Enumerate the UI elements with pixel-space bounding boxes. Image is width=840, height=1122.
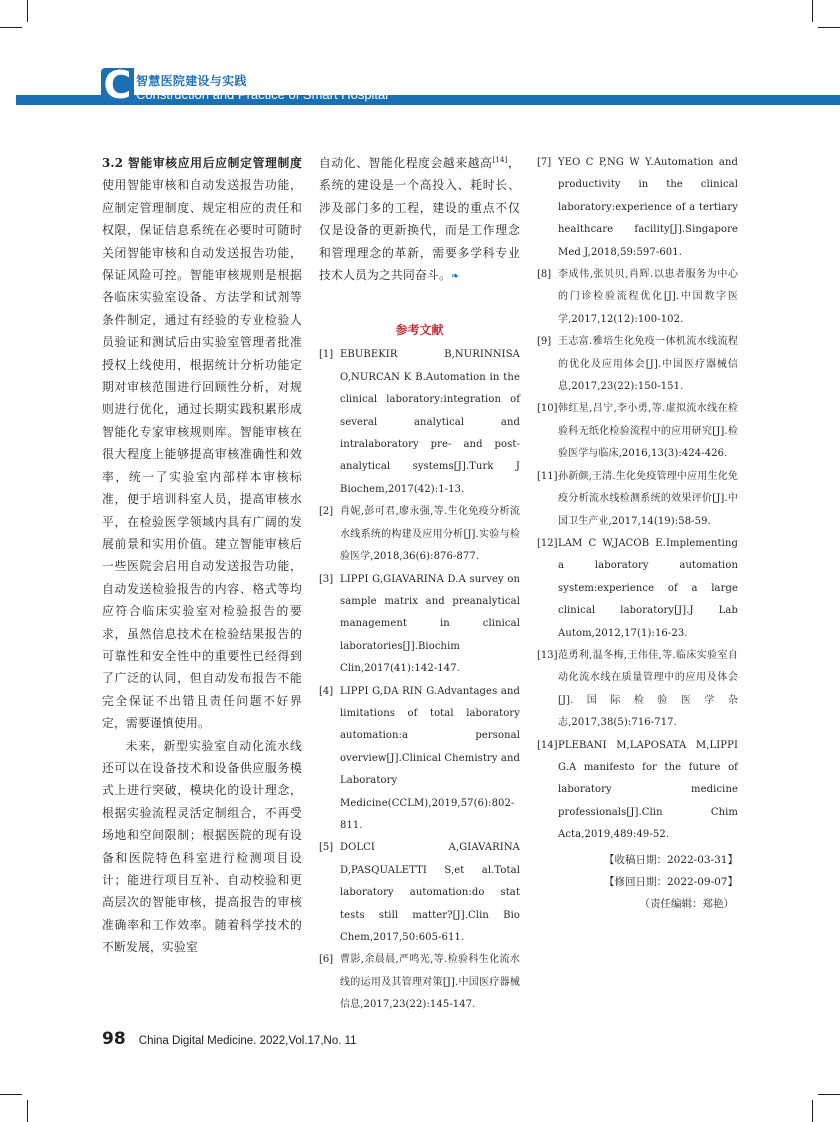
paragraph-rest: ，系统的建设是一个高投入、耗时长、涉及部门多的工程，建设的重点不仅仅是设备的更新换代，而是工作理念和管理理念的革新，需要多学科专业技术人员为之共同奋斗。 [319, 156, 520, 283]
reference-number: [12] [537, 537, 558, 549]
reference-text: LIPPI G,DA RIN G.Advantages and limitations of total laboratory automation:a personal overview[J].Clinical Chemistry and Laboratory Medicine(CCLM),2019,57(6):802-811. [340, 685, 520, 831]
section-heading: 3.2 智能审核应用后应制定管理制度 [102, 156, 302, 170]
reference-text: 范勇利,温冬梅,王伟佳,等.临床实验室自动化流水线在质量管理中的应用及体会[J].国际检验医学杂志,2017,38(5):716-717. [558, 649, 738, 729]
crop-mark [818, 1094, 840, 1095]
reference-text: 李成伟,张贝贝,肖辉.以患者服务为中心的门诊检验流程优化[J].中国数字医学,2017,12(12):100-102. [558, 269, 738, 325]
crop-mark [0, 27, 22, 28]
reference-item [319, 949, 520, 1016]
paragraph-start: 自动化、智能化程度会越来越高 [319, 156, 493, 170]
reference-item [319, 837, 520, 949]
reference-item [319, 681, 520, 838]
references-heading: 参考文献 [395, 323, 444, 338]
reference-text: DOLCI A,GIAVARINA D,PASQUALETTI S,et al.Total laboratory automation:do stat tests still matter?[J].Clin Bio Chem,2017,50:605-611. [340, 842, 520, 943]
citation: [14] [492, 156, 508, 165]
crop-mark [0, 1094, 22, 1095]
reference-text: 曹影,余晨晨,严鸣光,等.检验科生化流水线的运用及其管理对策[J].中国医疗器械信息,2017,23(22):145-147. [340, 954, 520, 1011]
section-paragraph [102, 152, 302, 735]
reference-number: [13] [537, 649, 558, 661]
crop-mark [27, 1100, 28, 1122]
reference-number: [2] [319, 506, 334, 518]
reference-number: [7] [537, 157, 552, 168]
reference-number: [4] [319, 685, 334, 697]
journal-title-cn: 智慧医院建设与实践 [136, 74, 247, 88]
journal-logo [101, 63, 134, 107]
journal-citation: China Digital Medicine. 2022,Vol.17,No. 11 [138, 1035, 357, 1047]
reference-text: 孙新颜,王清.生化免疫管理中应用生化免疫分析流水线检测系统的效果评价[J].中国卫生产业,2017,14(19):58-59. [558, 470, 738, 527]
column-2 [319, 152, 520, 1017]
reference-item [319, 501, 520, 568]
reference-number: [11] [537, 470, 558, 482]
reference-item [537, 264, 738, 331]
reference-number: [14] [537, 739, 558, 751]
responsible-editor: （责任编辑：郑艳） [639, 897, 734, 910]
reference-item [537, 533, 738, 645]
revised-date: 【修回日期：2022-09-07】 [603, 875, 738, 888]
reference-number: [6] [319, 954, 334, 966]
crop-mark [812, 1100, 813, 1122]
reference-number: [8] [537, 269, 552, 281]
paragraph-text: 未来，新型实验室自动化流水线还可以在设备技术和设备供应服务模式上进行突破，模块化的设计理念，根据实验流程灵活定制组合，不再受场地和空间限制；根据医院的现有设备和医院特色科室进行检测项目设计；能进行项目互补、自动校验和更高层次的智能审核，提高报告的审核准确率和工作效率。随着科学技术的不断发展，实验室 [102, 738, 302, 955]
reference-number: [9] [537, 336, 552, 348]
page-number: 98 [102, 1029, 126, 1049]
reference-item [319, 569, 520, 681]
reference-number: [10] [537, 403, 558, 415]
reference-text: YEO C P,NG W Y.Automation and productivity in the clinical laboratory:experience of a tertiary healthcare facility[J].Singapore Med J,2018,59:597-601. [558, 157, 738, 258]
reference-item [537, 152, 738, 264]
crop-mark [27, 0, 28, 22]
reference-text: PLEBANI M,LAPOSATA M,LIPPI G.A manifesto for the future of laboratory medicine professionals[J].Clin Chim Acta,2019,489:49-52. [558, 739, 738, 841]
reference-text: LIPPI G,GIAVARINA D.A survey on sample matrix and preanalytical management in clinical laboratories[J].Biochim Clin,2017(41):142-147. [340, 573, 520, 675]
reference-list [319, 344, 520, 1016]
page-footer [102, 1029, 357, 1049]
end-mark-icon: ❧ [450, 271, 460, 283]
crop-mark [818, 27, 840, 28]
reference-item [537, 735, 738, 847]
reference-number: [5] [319, 842, 334, 854]
reference-text: 韩红星,吕宁,李小勇,等.虚拟流水线在检验科无纸化检验流程中的应用研究[J].检验医学与临床,2016,13(3):424-426. [558, 403, 738, 460]
reference-item [537, 398, 738, 465]
reference-text: 王志富.雅培生化免疫一体机流水线流程的优化及应用体会[J].中国医疗器械信息,2017,23(22):150-151. [558, 336, 738, 393]
logo-letter: C [103, 63, 132, 107]
reference-item [537, 466, 738, 533]
article-dates [537, 849, 738, 915]
reference-list [537, 152, 738, 847]
reference-item [537, 645, 738, 735]
reference-text: EBUBEKIR B,NURINNISA O,NURCAN K B.Automation in the clinical laboratory:integration of several analytical and intralaboratory pre- and post-analytical systems[J].Turk J Biochem,2017(42):1-13. [340, 349, 520, 495]
reference-item [537, 331, 738, 398]
reference-item [319, 344, 520, 501]
reference-text: LAM C W,JACOB E.Implementing a laboratory automation system:experience of a large clinical laboratory[J].J Lab Autom,2012,17(1):16-23. [558, 537, 738, 639]
received-date: 【收稿日期：2022-03-31】 [603, 853, 738, 866]
journal-title-en: Construction and Practice of Smart Hospital [136, 87, 389, 102]
paragraph-text: 使用智能审核和自动发送报告功能，应制定管理制度、规定相应的责任和权限，保证信息系统在必要时可随时关闭智能审核和自动发送报告功能，保证风险可控。智能审核规则是根据各临床实验室设备、方法学和试剂等条件制定，通过有经验的专业检验人员验证和测试后由实验室管理者批准授权上线使用，根据统计分析功能定期对审核范围进行回顾性分析，对规则进行优化，通过长期实践积累形成智能化专家审核规则库。智能审核在很大程度上能够提高审核准确性和效率，统一了实验室内部样本审核标准，便于培训科室人员，提高审核水平，在检验医学领域内具有广阔的发展前景和实用价值。建立智能审核后一些医院会启用自动发送报告功能，自动发送检验报告的内容、格式等均应符合临床实验室对检验报告的要求，虽然信息技术在检验结果报告的可靠性和安全性中的重要性已经得到了广泛的认同，但自动发布报告不能完全保证不出错且责任问题不好界定，需要谨慎使用。 [102, 178, 302, 731]
reference-number: [1] [319, 349, 334, 361]
crop-mark [812, 0, 813, 22]
column-1 [102, 152, 302, 959]
column-3 [537, 152, 738, 915]
reference-number: [3] [319, 573, 334, 585]
reference-text: 肖妮,彭可君,廖永强,等.生化免疫分析流水线系统的构建及应用分析[J].实验与检验医学,2018,36(6):876-877. [340, 506, 520, 563]
paragraph-text [319, 152, 520, 288]
